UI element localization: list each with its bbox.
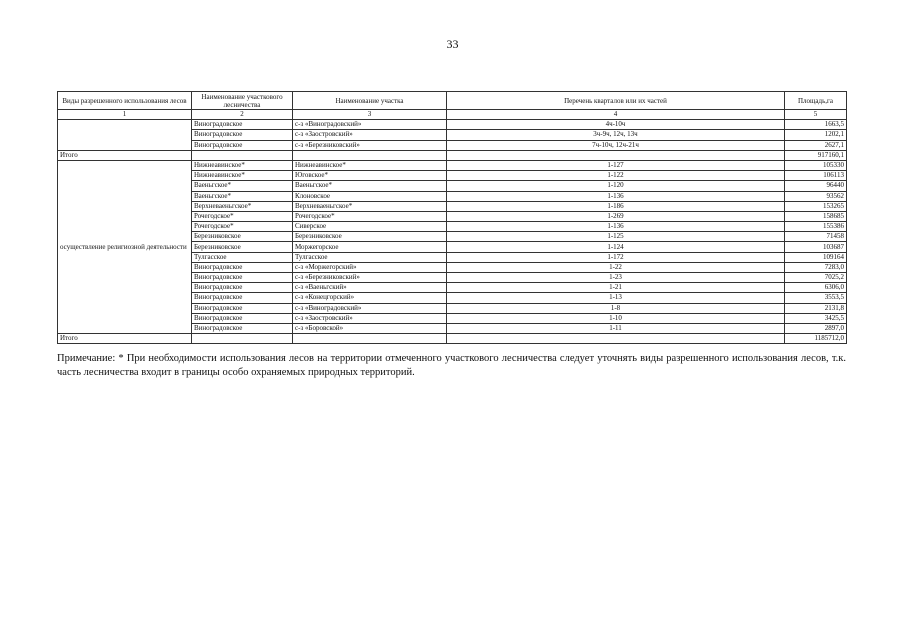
quarters: 1-125 bbox=[447, 232, 785, 242]
column-number-row bbox=[58, 110, 847, 120]
site-name: с-з «Березниковский» bbox=[293, 273, 447, 283]
forestry-name: Виноградовское bbox=[192, 303, 293, 313]
total-value: 917160,1 bbox=[785, 150, 847, 160]
site-name: с-з «Ваеньгский» bbox=[293, 283, 447, 293]
area-value: 1663,5 bbox=[785, 120, 847, 130]
empty-cell bbox=[293, 334, 447, 344]
forestry-name: Виноградовское bbox=[192, 313, 293, 323]
total-value: 1185712,0 bbox=[785, 334, 847, 344]
table-row bbox=[58, 120, 847, 130]
forestry-name: Виноградовское bbox=[192, 283, 293, 293]
total-label: Итого bbox=[58, 150, 192, 160]
site-name: Рочегодское* bbox=[293, 211, 447, 221]
forestry-name: Виноградовское bbox=[192, 140, 293, 150]
area-value: 7283,0 bbox=[785, 262, 847, 272]
forestry-name: Березниковское bbox=[192, 242, 293, 252]
site-name: с-з «Виноградовский» bbox=[293, 120, 447, 130]
column-number: 4 bbox=[447, 110, 785, 120]
forestry-name: Виноградовское bbox=[192, 130, 293, 140]
column-number: 1 bbox=[58, 110, 192, 120]
area-value: 93562 bbox=[785, 191, 847, 201]
site-name: с-з «Конецгорский» bbox=[293, 293, 447, 303]
forestry-name: Рочегодское* bbox=[192, 222, 293, 232]
site-name: Нижнеавинское* bbox=[293, 160, 447, 170]
header-area: Площадь,га bbox=[785, 92, 847, 110]
quarters: 1-22 bbox=[447, 262, 785, 272]
empty-cell bbox=[447, 150, 785, 160]
area-value: 71458 bbox=[785, 232, 847, 242]
forestry-name: Виноградовское bbox=[192, 120, 293, 130]
site-name: с-з «Березниковский» bbox=[293, 140, 447, 150]
area-value: 2897,0 bbox=[785, 323, 847, 333]
header-use-type: Виды разрешенного использования лесов bbox=[58, 92, 192, 110]
forestry-name: Березниковское bbox=[192, 232, 293, 242]
empty-cell bbox=[447, 334, 785, 344]
use-type-cell bbox=[58, 120, 192, 151]
quarters: 1-13 bbox=[447, 293, 785, 303]
quarters: 1-120 bbox=[447, 181, 785, 191]
area-value: 155386 bbox=[785, 222, 847, 232]
empty-cell bbox=[192, 150, 293, 160]
area-value: 1202,1 bbox=[785, 130, 847, 140]
total-label: Итого bbox=[58, 334, 192, 344]
quarters: 1-23 bbox=[447, 273, 785, 283]
site-name: с-з «Виноградовский» bbox=[293, 303, 447, 313]
quarters: 3ч-9ч, 12ч, 13ч bbox=[447, 130, 785, 140]
area-value: 3553,5 bbox=[785, 293, 847, 303]
page-number: 33 bbox=[446, 37, 459, 51]
table-row bbox=[58, 160, 847, 170]
quarters: 1-269 bbox=[447, 211, 785, 221]
header-quarters: Перечень кварталов или их частей bbox=[447, 92, 785, 110]
column-number: 3 bbox=[293, 110, 447, 120]
forestry-name: Нижнеавинское* bbox=[192, 160, 293, 170]
quarters: 1-172 bbox=[447, 252, 785, 262]
site-name: Юговское* bbox=[293, 171, 447, 181]
forestry-name: Виноградовское bbox=[192, 293, 293, 303]
area-value: 7025,2 bbox=[785, 273, 847, 283]
total-row bbox=[58, 334, 847, 344]
forestry-name: Ваеньгское* bbox=[192, 191, 293, 201]
column-number: 2 bbox=[192, 110, 293, 120]
forestry-name: Виноградовское bbox=[192, 262, 293, 272]
quarters: 1-186 bbox=[447, 201, 785, 211]
forestry-name: Верхневаеньгское* bbox=[192, 201, 293, 211]
empty-cell bbox=[293, 150, 447, 160]
area-value: 109164 bbox=[785, 252, 847, 262]
quarters: 4ч-10ч bbox=[447, 120, 785, 130]
empty-cell bbox=[192, 334, 293, 344]
quarters: 1-136 bbox=[447, 222, 785, 232]
area-value: 2131,8 bbox=[785, 303, 847, 313]
forestry-name: Рочегодское* bbox=[192, 211, 293, 221]
quarters: 1-136 bbox=[447, 191, 785, 201]
quarters: 1-11 bbox=[447, 323, 785, 333]
column-number: 5 bbox=[785, 110, 847, 120]
forestry-name: Виноградовское bbox=[192, 273, 293, 283]
area-value: 153265 bbox=[785, 201, 847, 211]
use-type-religious: осуществление религиозной деятельности bbox=[58, 160, 192, 333]
header-site: Наименование участка bbox=[293, 92, 447, 110]
site-name: Тулгасское bbox=[293, 252, 447, 262]
area-value: 2627,1 bbox=[785, 140, 847, 150]
site-name: Сиверское bbox=[293, 222, 447, 232]
forestry-name: Нижнеавинское* bbox=[192, 171, 293, 181]
header-forestry: Наименование участкового лесничества bbox=[192, 92, 293, 110]
site-name: с-з «Моржегорский» bbox=[293, 262, 447, 272]
area-value: 105330 bbox=[785, 160, 847, 170]
quarters: 1-21 bbox=[447, 283, 785, 293]
site-name: с-з «Заостровский» bbox=[293, 130, 447, 140]
quarters: 1-8 bbox=[447, 303, 785, 313]
quarters: 7ч-10ч, 12ч-21ч bbox=[447, 140, 785, 150]
forestry-name: Ваеньгское* bbox=[192, 181, 293, 191]
site-name: Клоновское bbox=[293, 191, 447, 201]
site-name: Моржегорское bbox=[293, 242, 447, 252]
table-header-row bbox=[58, 92, 847, 110]
forestry-name: Тулгасское bbox=[192, 252, 293, 262]
site-name: с-з «Заостровский» bbox=[293, 313, 447, 323]
quarters: 1-10 bbox=[447, 313, 785, 323]
total-row bbox=[58, 150, 847, 160]
footnote: Примечание: * При необходимости использования лесов на территории отмеченного участкового лесничества следует уточнять виды разрешенного использования лесов, т.к. часть лесничества входит в границы особо охраняемых природных территорий. bbox=[57, 353, 846, 378]
quarters: 1-122 bbox=[447, 171, 785, 181]
site-name: Ваеньгское* bbox=[293, 181, 447, 191]
site-name: с-з «Боровской» bbox=[293, 323, 447, 333]
area-value: 158685 bbox=[785, 211, 847, 221]
quarters: 1-127 bbox=[447, 160, 785, 170]
quarters: 1-124 bbox=[447, 242, 785, 252]
area-value: 103687 bbox=[785, 242, 847, 252]
area-value: 3425,5 bbox=[785, 313, 847, 323]
site-name: Березниковское bbox=[293, 232, 447, 242]
forestry-name: Виноградовское bbox=[192, 323, 293, 333]
area-value: 96440 bbox=[785, 181, 847, 191]
area-value: 106113 bbox=[785, 171, 847, 181]
forest-use-table bbox=[57, 91, 847, 344]
area-value: 6306,0 bbox=[785, 283, 847, 293]
site-name: Верхневаеньгское* bbox=[293, 201, 447, 211]
